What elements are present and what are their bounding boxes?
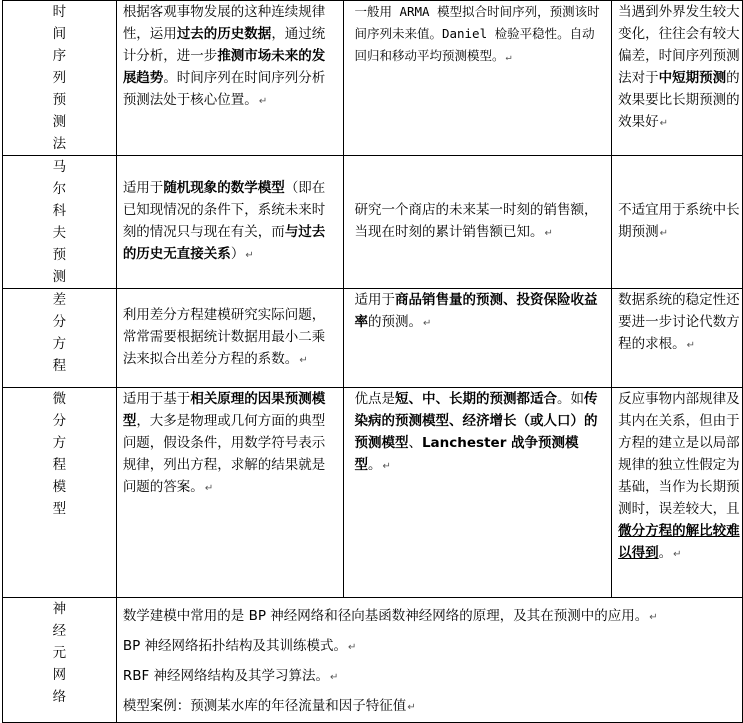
limitation-cell [612, 156, 743, 289]
text-run: 、 [408, 435, 422, 451]
application-cell [344, 1, 612, 156]
method-name: 微分方程模型 [52, 391, 67, 517]
description-text [123, 388, 338, 500]
paragraph-mark-icon: ↵ [673, 549, 682, 560]
method-name: 马尔科夫预测 [52, 159, 67, 285]
text-run: 一般用 ARMA 模型拟合时间序列，预测该时间序列未来值。Daniel 检验平稳性。自动回归和移动平均预测模型。 [354, 4, 600, 63]
method-name: 差分方程 [52, 292, 67, 374]
paragraph-mark-icon: ↵ [245, 250, 254, 261]
description-text [123, 177, 338, 267]
paragraph-mark-icon: ↵ [659, 228, 669, 239]
description-cell [116, 289, 344, 388]
text-run: 利用差分方程建模研究实际问题，常常需要根据统计数据用最小二乘法来拟合出差分方程的系数。 [122, 307, 326, 367]
text-run: 的效果要比长期预测的效果好 [618, 70, 740, 130]
neural-line: 模型案例：预测某水库的年径流量和因子特征值↵ [122, 698, 416, 714]
text-run: 研究一个商店的未来某一时刻的销售额，当现在时刻的累计销售额已知。 [354, 202, 598, 240]
text-run: ） [230, 246, 245, 262]
description-cell [116, 388, 344, 598]
text-run: （即在已知现情况的条件下，系统未来时刻的情况只与现在有关，而 [122, 180, 326, 240]
neural-line: BP 神经网络拓扑结构及其训练模式。↵ [122, 638, 357, 654]
description-cell [116, 156, 344, 289]
text-run: 。 [658, 545, 673, 561]
underlined-text: 微分方程的解比较难以得到 [618, 523, 740, 561]
text-run: ，通过统计分析，进一步 [122, 26, 326, 64]
application-text [354, 1, 605, 69]
bold-text: 与过去的历史无直接关系 [122, 224, 326, 262]
text-run: 当遇到外界发生较大变化，往往会有较大偏差，时间序列预测法对于 [618, 4, 740, 86]
bold-text: Lanchester 战争预测模型 [354, 435, 579, 473]
paragraph-mark-icon: ↵ [204, 483, 214, 494]
paragraph-mark-icon: ↵ [659, 118, 669, 129]
bold-text: 推测市场未来的发展趋势 [122, 48, 326, 86]
table-row [3, 1, 743, 156]
text-run: 适用于 [354, 292, 395, 308]
application-cell [344, 388, 612, 598]
prediction-methods-table [2, 0, 743, 723]
description-text [123, 304, 338, 372]
application-text [354, 199, 605, 245]
neural-network-cell [116, 598, 742, 723]
table-row [3, 289, 743, 388]
paragraph-mark-icon: ↵ [258, 96, 268, 107]
text-run: 。 [367, 457, 382, 473]
limitation-text [618, 199, 740, 245]
text-run: 适用于基于 [122, 391, 191, 407]
paragraph-mark-icon: ↵ [544, 228, 553, 239]
limitation-text [618, 289, 740, 357]
method-cell [3, 598, 117, 723]
text-run: 数据系统的稳定性还要进一步讨论代数方程的求根。 [618, 292, 740, 352]
paragraph-mark-icon: ↵ [505, 52, 512, 63]
text-run: 。如 [556, 391, 584, 407]
neural-line: RBF 神经网络结构及其学习算法。↵ [122, 668, 339, 684]
application-cell [344, 289, 612, 388]
bold-text: 传染病的预测模型、经济增长（或人口）的预测模型 [354, 391, 598, 451]
text-run: ，大多是物理或几何方面的典型问题，假设条件，用数学符号表示规律，列出方程，求解的结果就是问题的答案。 [122, 413, 326, 495]
bold-text: 过去的历史数据 [176, 26, 272, 42]
text-run: 适用于 [122, 180, 164, 196]
bold-text: 随机现象的数学模型 [163, 180, 285, 196]
limitation-cell [612, 388, 743, 598]
method-name: 时间序列预测法 [52, 4, 67, 152]
bold-text: 短、中、长期的预测都适合 [394, 391, 557, 407]
table-row [3, 156, 743, 289]
table-row [3, 598, 743, 723]
application-text [354, 388, 605, 478]
text-run: 不适宜用于系统中长期预测 [618, 202, 740, 240]
text-run: 。时间序列在时间序列分析预测法处于核心位置。 [122, 70, 326, 108]
table-row [3, 388, 743, 598]
description-cell [116, 1, 344, 156]
method-cell [3, 156, 117, 289]
paragraph-mark-icon: ↵ [686, 340, 696, 351]
text-run: 反应事物内部规律及其内在关系，但由于方程的建立是以局部规律的独立性假定为基础，当作为长期预测时，误差较大，且 [618, 391, 740, 517]
method-cell [3, 289, 117, 388]
application-cell [344, 156, 612, 289]
application-text [354, 289, 605, 335]
limitation-cell [612, 289, 743, 388]
method-name: 神经元网络 [52, 601, 67, 705]
method-cell [3, 388, 117, 598]
bold-text: 中短期预测 [658, 70, 727, 86]
limitation-text [618, 1, 740, 135]
bold-text: 商品销售量的预测、投资保险收益率 [354, 292, 598, 330]
text-run: 优点是 [354, 391, 395, 407]
description-text [123, 1, 338, 113]
neural-line: 数学建模中常用的是 BP 神经网络和径向基函数神经网络的原理，及其在预测中的应用。↵ [122, 608, 658, 624]
limitation-text [618, 388, 740, 566]
paragraph-mark-icon: ↵ [382, 461, 391, 472]
text-run: 的预测。 [367, 314, 422, 330]
limitation-cell [612, 1, 743, 156]
bold-text: 相关原理的因果预测模型 [122, 391, 326, 429]
paragraph-mark-icon: ↵ [299, 355, 308, 366]
method-cell [3, 1, 117, 156]
paragraph-mark-icon: ↵ [422, 318, 432, 329]
text-run: 根据客观事物发展的这种连续规律性，运用 [122, 4, 326, 42]
